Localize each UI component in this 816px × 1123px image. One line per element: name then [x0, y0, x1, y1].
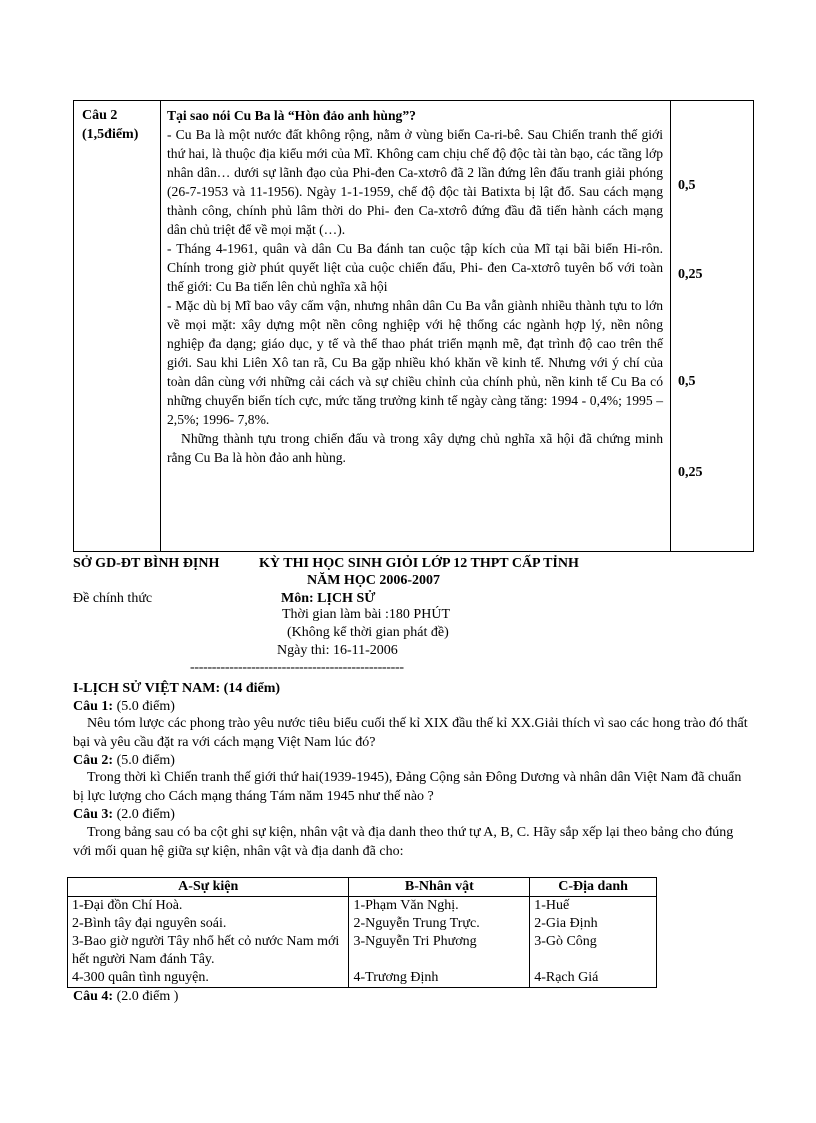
cell-text: 1-Đại đồn Chí Hoà.: [72, 898, 183, 913]
score-value: 0,5: [678, 178, 696, 193]
table-row: [68, 897, 657, 988]
cell-text: 1-Huế: [534, 898, 570, 913]
table-header-row: [68, 878, 657, 897]
person-cell: [349, 897, 530, 988]
column-header: B-Nhân vật: [349, 878, 530, 897]
score-value: 0,25: [678, 267, 703, 282]
question-3-label: [73, 805, 175, 824]
answer-paragraph: Những thành tựu trong chiến đấu và trong xây dựng chủ nghĩa xã hội đã chứng minh rằng Cu Ba là hòn đảo anh hùng.: [167, 431, 663, 465]
exam-date: Ngày thi: 16-11-2006: [277, 643, 398, 658]
answer-title: Tại sao nói Cu Ba là “Hòn đảo anh hùng”?: [167, 108, 416, 123]
subject-title: Môn: LỊCH SỬ: [281, 591, 376, 606]
answer-paragraph: - Mặc dù bị Mĩ bao vây cấm vận, nhưng nhân dân Cu Ba vẫn giành nhiều thành tựu to lớn về mọi mặt: xây dựng một nền công nghiệp với hệ thống các ngành hợp lý, nền nông nghiệp đa dạng; giáo dục, y tế và thể thao phát triển mạnh mẽ, đạt trình độ cao trên thế giới. Sau khi Liên Xô tan rã, Cu Ba gặp nhiều khó khăn về kinh tế. Nhưng với ý chí của toàn dân cùng với những cải cách và sự chiều chỉnh của chính phủ, nền kinh tế Cu Ba có những chuyển biến tích cực, mức tăng trưởng kinh tế ngày càng tăng: 1994 - 0,4%; 1995 – 2,5%; 1996- 7,8%.: [167, 298, 663, 427]
cell-text: 3-Gò Công: [534, 934, 597, 949]
question-2-text: Trong thời kì Chiến tranh thế giới thứ hai(1939-1945), Đảng Cộng sản Đông Dương và nhân dân Việt Nam đã chuẩn bị lực lượng cho Cách mạng tháng Tám năm 1945 như thế nào ?: [73, 770, 742, 804]
answer-paragraph: - Cu Ba là một nước đất không rộng, nằm ở vùng biển Ca-ri-bê. Sau Chiến tranh thế giới thứ hai, là thuộc địa kiểu mới của Mĩ. Không cam chịu chế độ độc tài tàn bạo, các tầng lớp nhân dân… dưới sự lãnh đạo của Phi-đen Ca-xtơrô đã 2 lần đứng lên đấu tranh giải phóng (26-7-1953 và 11-1956). Ngày 1-1-1959, chế độ độc tài Batixta bị lật đổ. Sau cách mạng thành công, chính phủ lâm thời do Phi- đen Ca-xtơrô đứng đầu đã tiến hành cách mạng dân chủ triệt để về mọi mặt (…).: [167, 127, 663, 237]
question-3-points: (2.0 điểm): [116, 807, 175, 822]
answer-cell: [167, 106, 663, 467]
question-cell: [82, 106, 162, 144]
cell-text: 2-Gia Định: [534, 916, 598, 931]
question-points: (1,5điểm): [82, 127, 139, 142]
cell-text: 3-Nguyễn Tri Phương: [353, 934, 477, 949]
question-3-text: Trong bảng sau có ba cột ghi sự kiện, nhân vật và địa danh theo thứ tự A, B, C. Hãy sắp xếp lại theo bảng cho đúng với mối quan hệ giữa sự kiện, nhân vật và địa danh đã cho:: [73, 825, 734, 859]
question-4-points: (2.0 điểm ): [116, 989, 179, 1004]
cell-text: 1-Phạm Văn Nghị.: [353, 898, 459, 913]
cell-text: 3-Bao giờ người Tây nhổ hết cỏ nước Nam mới hết người Nam đánh Tây.: [72, 934, 340, 967]
place-cell: [530, 897, 657, 988]
score-value: 0,5: [678, 374, 696, 389]
duration-note: (Không kể thời gian phát đề): [287, 625, 449, 640]
matching-table: [67, 877, 657, 988]
cell-text: 4-Rạch Giá: [534, 970, 599, 985]
question-1-points: (5.0 điểm): [116, 699, 175, 714]
school-year: NĂM HỌC 2006-2007: [307, 573, 440, 588]
question-4-number: Câu 4:: [73, 989, 114, 1004]
event-cell: [68, 897, 349, 988]
column-divider: [670, 101, 671, 551]
answer-table: [73, 100, 754, 552]
divider: -------------------------------------------------: [190, 660, 404, 675]
cell-text: 4-300 quân tình nguyện.: [72, 970, 209, 985]
column-header: C-Địa danh: [530, 878, 657, 897]
exam-name: KỲ THI HỌC SINH GIỎI LỚP 12 THPT CẤP TỈNH: [259, 556, 579, 571]
column-header: A-Sự kiện: [68, 878, 349, 897]
score-value: 0,25: [678, 465, 703, 480]
cell-text: 2-Nguyễn Trung Trực.: [353, 916, 480, 931]
question-1-text: Nêu tóm lược các phong trào yêu nước tiêu biểu cuối thế kỉ XIX đầu thế kỉ XX.Giải thích vì sao các hong trào đó thất bại và yêu cầu đặt ra với cách mạng Việt Nam lúc đó?: [73, 716, 748, 750]
question-2-number: Câu 2:: [73, 753, 114, 768]
question-4-label: [73, 987, 178, 1006]
cell-text: 2-Bình tây đại nguyên soái.: [72, 916, 227, 931]
answer-paragraph: - Tháng 4-1961, quân và dân Cu Ba đánh tan cuộc tập kích của Mĩ tại bãi biển Hi-rôn. Chính trong giờ phút quyết liệt của cuộc chiến đấu, Phi- đen Ca-xtơrô tuyên bố với toàn thế giới: Cu Ba tiến lên chủ nghĩa xã hội: [167, 241, 663, 294]
official-label: Đề chính thức: [73, 591, 153, 606]
exam-duration: Thời gian làm bài :180 PHÚT: [282, 607, 450, 622]
column-divider: [160, 101, 161, 551]
question-3-number: Câu 3:: [73, 807, 114, 822]
section-heading: I-LỊCH SỬ VIỆT NAM: (14 điểm): [73, 681, 281, 696]
question-2-points: (5.0 điểm): [116, 753, 175, 768]
cell-text: 4-Trương Định: [353, 970, 439, 985]
department-name: SỞ GD-ĐT BÌNH ĐỊNH: [73, 556, 220, 571]
question-label: Câu 2: [82, 108, 118, 123]
question-1-number: Câu 1:: [73, 699, 114, 714]
